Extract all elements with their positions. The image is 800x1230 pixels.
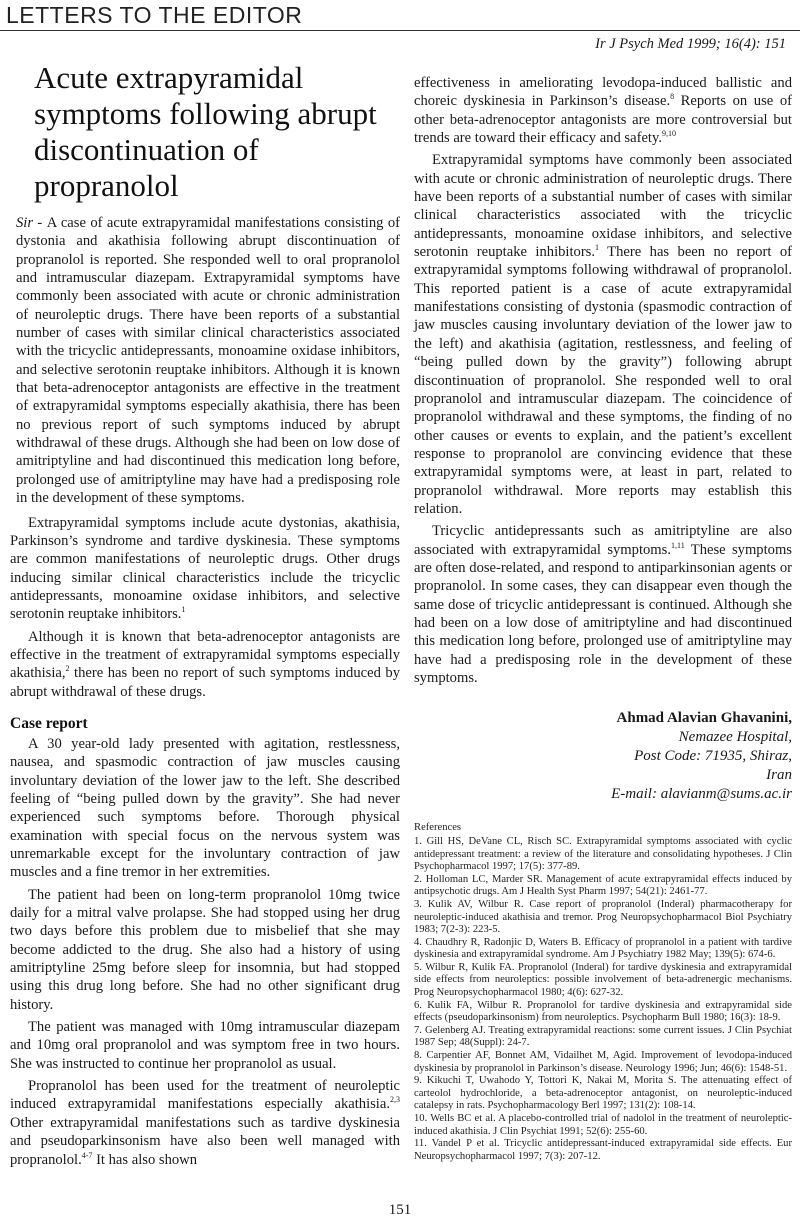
citation-sup: 8 [670, 92, 675, 102]
author-country: Iran [766, 767, 792, 784]
reference-item: 5. Wilbur R, Kulik FA. Propranolol (Inderal) for tardive dyskinesia and extrapyramidal side effects from neuroleptics: possible involvement of beta-adrenergic mechanisms. Prog Neuropsychopharmacol 1980; 4(6): 627-32. [414, 961, 792, 999]
discussion-paragraph-2-text-a: Extrapyramidal symptoms have commonly been associated with acute or chronic administration of neuroleptic drugs. There have been reports of a substantial number of cases with similar clinical characteristics associated with the tricyclic antidepressants, monoamine oxidase inhibitors, and selective serotonin reuptake inhibitors. [414, 152, 792, 261]
case-paragraph-4-text-c: It has also shown [92, 1151, 198, 1168]
intro-paragraph-2-text-b: there has been no report of such symptoms induced by abrupt withdrawal of these drugs. [10, 665, 400, 700]
discussion-paragraph-2 [414, 151, 792, 518]
citation-sup: 2,3 [390, 1095, 400, 1105]
citation-sup: 9,10 [661, 129, 676, 139]
citation-sup: 1 [181, 605, 186, 615]
author-email[interactable]: E-mail: alavianm@sums.ac.ir [611, 786, 792, 803]
reference-item: 9. Kikuchi T, Uwahodo Y, Tottori K, Nakai M, Morita S. The attenuating effect of carteolol hydrochloride, a beta-adrenoceptor antagonist, on neuroleptic-induced catalepsy in rats. Psychopharmacology Berl 1997; 131(2): 108-14. [414, 1075, 792, 1112]
citation-sup: 1,11 [670, 540, 685, 550]
sir-label: Sir - [16, 215, 47, 231]
case-paragraph-3: The patient was managed with 10mg intramuscular diazepam and 10mg oral propranolol and was symptom free in two hours. She was instructed to continue her propranolol as usual. [10, 1019, 400, 1072]
section-header: LETTERS TO THE EDITOR [6, 2, 303, 28]
citation-sup: 1 [595, 243, 600, 253]
reference-item: 3. Kulik AV, Wilbur R. Case report of propranolol (Inderal) pharmacotherapy for neuroleptic-induced akathisia and tremor. Prog Neuropsychopharmacol Biol Psychiatry 1983; 7(2-3): 223-5. [414, 898, 792, 936]
intro-paragraph-1-text: Extrapyramidal symptoms include acute dystonias, akathisia, Parkinson’s syndrome and tardive dyskinesia. These symptoms are common manifestations of neuroleptic drugs. Other drugs inducing similar clinical characteristics include the tricyclic antidepressants, monoamine oxidase inhibitors, and selective serotonin reuptake inhibitors. [10, 514, 400, 623]
discussion-paragraph-3-text-b: These symptoms are often dose-related, and respond to antiparkinsonian agents or propranolol. In some cases, they can disappear even though the same dose of tricyclic antidepressant is continued. Although she had been on a low dose of amitriptyline and had discontinued this medication long before, prolonged use of amitriptyline may have had a predisposing role in the development of these symptoms. [414, 541, 792, 686]
article-title: Acute extrapyramidal symptoms following abrupt discontinuation of propranolol [34, 60, 377, 203]
abstract-text: A case of acute extrapyramidal manifestations consisting of dystonia and akathisia following abrupt discontinuation of propranolol is reported. She responded well to oral propranolol and intramuscular diazepam. Extrapyramidal symptoms have commonly been associated with acute or chronic administration of neuroleptic drugs. There have been reports of a substantial number of cases with similar clinical characteristics associated with the tricyclic antidepressants, monoamine oxidase inhibitors, and selective serotonin reuptake inhibitors. Although it is known that beta-adrenoceptor antagonists are effective in the treatment of extrapyramidal symptoms especially akathisia, there has been no previous report of such symptoms induced by abrupt withdrawal of these drugs. Although she had been on low dose of amitriptyline and had discontinued this medication long before, prolonged use of amitriptyline may have had a predisposing role in the development of these symptoms. [16, 215, 401, 507]
author-name: Ahmad Alavian Ghavanini, [616, 710, 792, 727]
case-paragraph-4 [10, 1077, 400, 1169]
discussion-paragraph-1-text-a: effectiveness in ameliorating levodopa-induced ballistic and choreic dyskinesia in Parkinson’s disease. [414, 75, 792, 110]
discussion-paragraph-2-text-b: There has been no report of extrapyramidal symptoms following withdrawal of propranolol. This reported patient is a case of acute extrapyramidal manifestations consisting of dystonia (spasmodic contraction of jaw muscles causing involuntary deviation of the lower jaw to the left) and akathisia (agitation, restlessness, and feeling of “being pulled down by the gravity”) following abrupt discontinuation of propranolol. She responded well to oral propranolol and intramuscular diazepam. The coincidence of propranolol withdrawal and these symptoms, the finding of no other causes or events to explain, and the patient’s excellent response to propranolol are convincing evidence that these extrapyramidal symptoms were, at least in part, related to propranolol withdrawal. More reports may establish this relation. [414, 244, 792, 517]
citation-sup: 2 [65, 664, 70, 674]
intro-paragraph-2-text-a: Although it is known that beta-adrenoceptor antagonists are effective in the treatment of extrapyramidal symptoms especially akathisia, [10, 628, 400, 682]
reference-item: 2. Holloman LC, Marder SR. Management of acute extrapyramidal effects induced by antipsychotic drugs. Am J Health Syst Pharm 1997; 54(21): 2461-77. [414, 873, 792, 898]
reference-item: 10. Wells BC et al. A placebo-controlled trial of nadolol in the treatment of neuroleptic-induced akathisia. J Clin Psychiat 1991; 52(6): 255-60. [414, 1113, 792, 1137]
author-block [414, 709, 792, 804]
reference-item: 4. Chaudhry R, Radonjic D, Waters B. Efficacy of propranolol in a patient with tardive dyskinesia and extrapyramidal syndrome. Am J Psychiatry 1982 May; 139(5): 674-6. [414, 936, 792, 961]
reference-item: 11. Vandel P et al. Tricyclic antidepressant-induced extrapyramidal side effects. Eur Neuropsychopharmacol 1997; 7(3): 207-12. [414, 1138, 792, 1162]
page-number: 151 [388, 1202, 412, 1218]
intro-paragraph-2 [10, 628, 400, 701]
case-paragraph-4-text-a: Propranolol has been used for the treatment of neuroleptic induced extrapyramidal manifestations especially akathisia. [10, 1078, 400, 1113]
citation-sup: 4-7 [81, 1150, 93, 1160]
case-report-heading: Case report [10, 714, 88, 732]
case-paragraph-1: A 30 year-old lady presented with agitation, restlessness, nausea, and spasmodic contraction of jaw muscles causing involuntary deviation of the lower jaw to the left. She described feeling of “being pulled down by the gravity”. She had never experienced such symptoms before. Thorough physical examination with special focus on the nervous system was unremarkable except for the involuntary contraction of jaw muscles and a fine tremor in her extremities. [10, 735, 400, 881]
references-section [414, 822, 792, 1163]
abstract-paragraph [10, 214, 400, 508]
discussion-paragraph-1 [414, 74, 792, 147]
reference-item: 7. Gelenberg AJ. Treating extrapyramidal reactions: some current issues. J Clin Psychiat 1987 Sep; 48(Suppl): 24-7. [414, 1024, 792, 1049]
case-paragraph-2: The patient had been on long-term propranolol 10mg twice daily for a mitral valve prolapse. She had stopped using her drug two days before this problem due to misbelief that she may become addicted to the drug. She also had a history of using amitriptyline 25mg before sleep for insomnia, but had stopped using this drug long before. She had no other significant drug history. [10, 886, 400, 1013]
discussion-paragraph-3-text-a: Tricyclic antidepressants such as amitriptyline are also associated with extrapyramidal symptoms. [414, 523, 792, 558]
discussion-paragraph-1-text-b: Reports on use of other beta-adrenoceptor antagonists are more controversial but trends are toward their efficacy and safety. [414, 93, 792, 147]
journal-citation: Ir J Psych Med 1999; 16(4): 151 [595, 36, 786, 52]
reference-item: 1. Gill HS, DeVane CL, Risch SC. Extrapyramidal symptoms associated with cyclic antidepressant treatment: a review of the literature and consolidating hypotheses. J Clin Psychopharmacol 1997; 17(5): 377-89. [414, 835, 792, 873]
reference-item: 6. Kulik FA, Wilbur R. Propranolol for tardive dyskinesia and extrapyramidal side effects (pseudoparkinsonism) from neuroleptics. Psychopharm Bull 1980; 16(3): 18-9. [414, 999, 792, 1024]
intro-paragraph-1 [10, 514, 400, 624]
discussion-paragraph-3 [414, 522, 792, 687]
right-column [414, 74, 792, 1163]
left-column [10, 60, 400, 1169]
author-institution: Nemazee Hospital, [678, 729, 792, 746]
case-paragraph-4-text-b: Other extrapyramidal manifestations such as tardive dyskinesia and pseudoparkinsonism have also been well managed with propranolol. [10, 1114, 400, 1168]
header-rule [0, 30, 800, 31]
reference-item: 8. Carpentier AF, Bonnet AM, Vidailhet M, Agid. Improvement of levodopa-induced dyskinesia by propranolol in Parkinson’s disease. Neurology 1996; Jun; 46(6): 1548-51. [414, 1050, 792, 1074]
author-postcode: Post Code: 71935, Shiraz, [634, 748, 792, 765]
references-title: References [414, 822, 462, 834]
